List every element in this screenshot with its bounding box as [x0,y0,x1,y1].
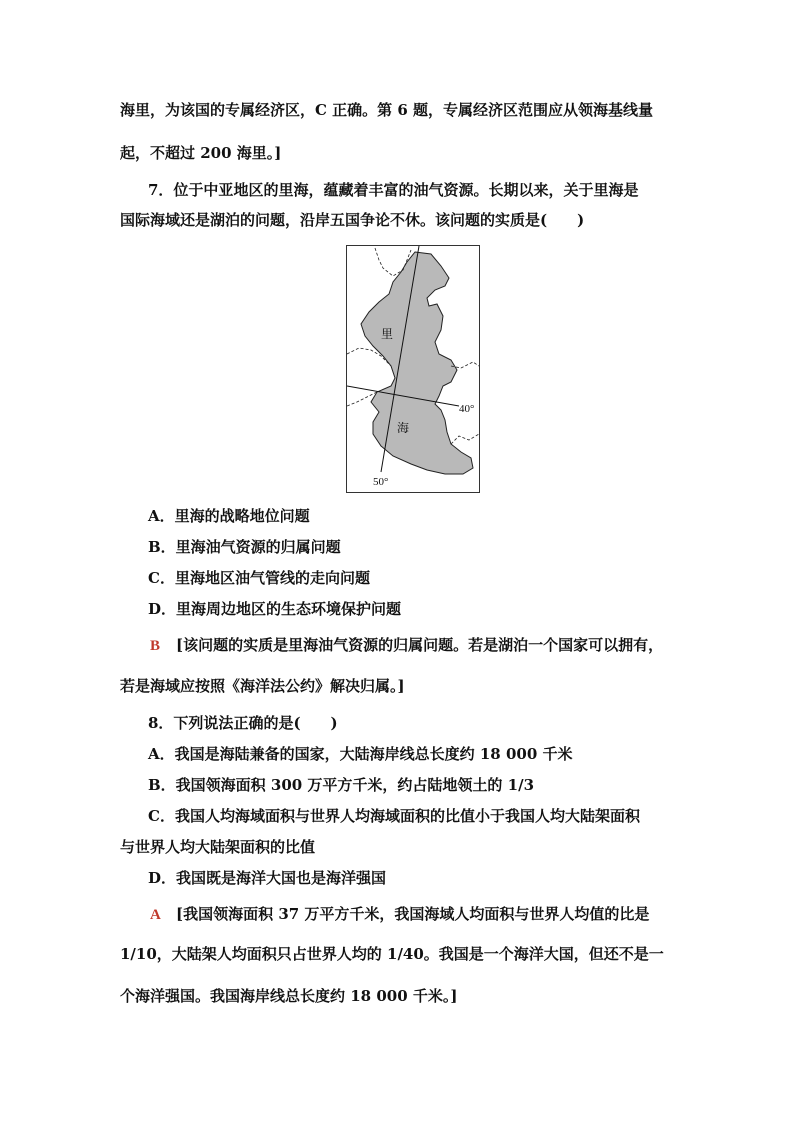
prev-answer-line-2: 起，不超过 200 海里。] [120,144,282,162]
prev-answer-line-1: 海里，为该国的专属经济区，C 正确。第 6 题，专属经济区范围应从领海基线量 [120,101,654,119]
caspian-sea-shape [361,252,473,474]
q7-stem-line-1: 7．位于中亚地区的里海，蕴藏着丰富的油气资源。长期以来，关于里海是 [148,181,639,199]
q7-option-a: A．里海的战略地位问题 [148,507,310,525]
q8-option-d: D．我国既是海洋大国也是海洋强国 [148,869,387,887]
q7-option-c: C．里海地区油气管线的走向问题 [148,569,370,587]
q8-answer-letter: A [150,907,161,923]
q7-answer-letter: B [150,638,161,654]
q7-option-b: B．里海油气资源的归属问题 [148,538,341,556]
q8-option-c-cont: 与世界人均大陆架面积的比值 [120,838,316,856]
q8-option-b: B．我国领海面积 300 万平方千米，约占陆地领土的 1/3 [148,776,535,794]
q8-answer-line-3: 个海洋强国。我国海岸线总长度约 18 000 千米。] [120,987,458,1005]
q7-option-d: D．里海周边地区的生态环境保护问题 [148,600,402,618]
caspian-sea-map [346,245,480,493]
q8-answer-line-2: 1/10，大陆架人均面积只占世界人均的 1/40。我国是一个海洋大国，但还不是一 [120,945,664,963]
border-south [451,434,479,444]
longitude-label: 50° [373,476,389,488]
latitude-label: 40° [459,403,475,415]
q8-stem: 8．下列说法正确的是( ) [148,714,338,732]
q7-stem-line-2: 国际海域还是湖泊的问题，沿岸五国争论不休。该问题的实质是( ) [120,211,585,229]
q8-option-c: C．我国人均海域面积与世界人均海域面积的比值小于我国人均大陆架面积 [148,807,640,825]
q8-answer-line-1: [我国领海面积 37 万平方千米，我国海域人均面积与世界人均值的比是 [176,905,650,923]
q8-option-a: A．我国是海陆兼备的国家，大陆海岸线总长度约 18 000 千米 [148,745,573,763]
map-label-top: 里 [381,327,394,341]
q7-answer-line-2: 若是海域应按照《海洋法公约》解决归属。] [120,677,405,695]
q7-answer-line-1: [该问题的实质是里海油气资源的归属问题。若是湖泊一个国家可以拥有， [176,636,664,654]
map-label-bottom: 海 [397,421,410,435]
